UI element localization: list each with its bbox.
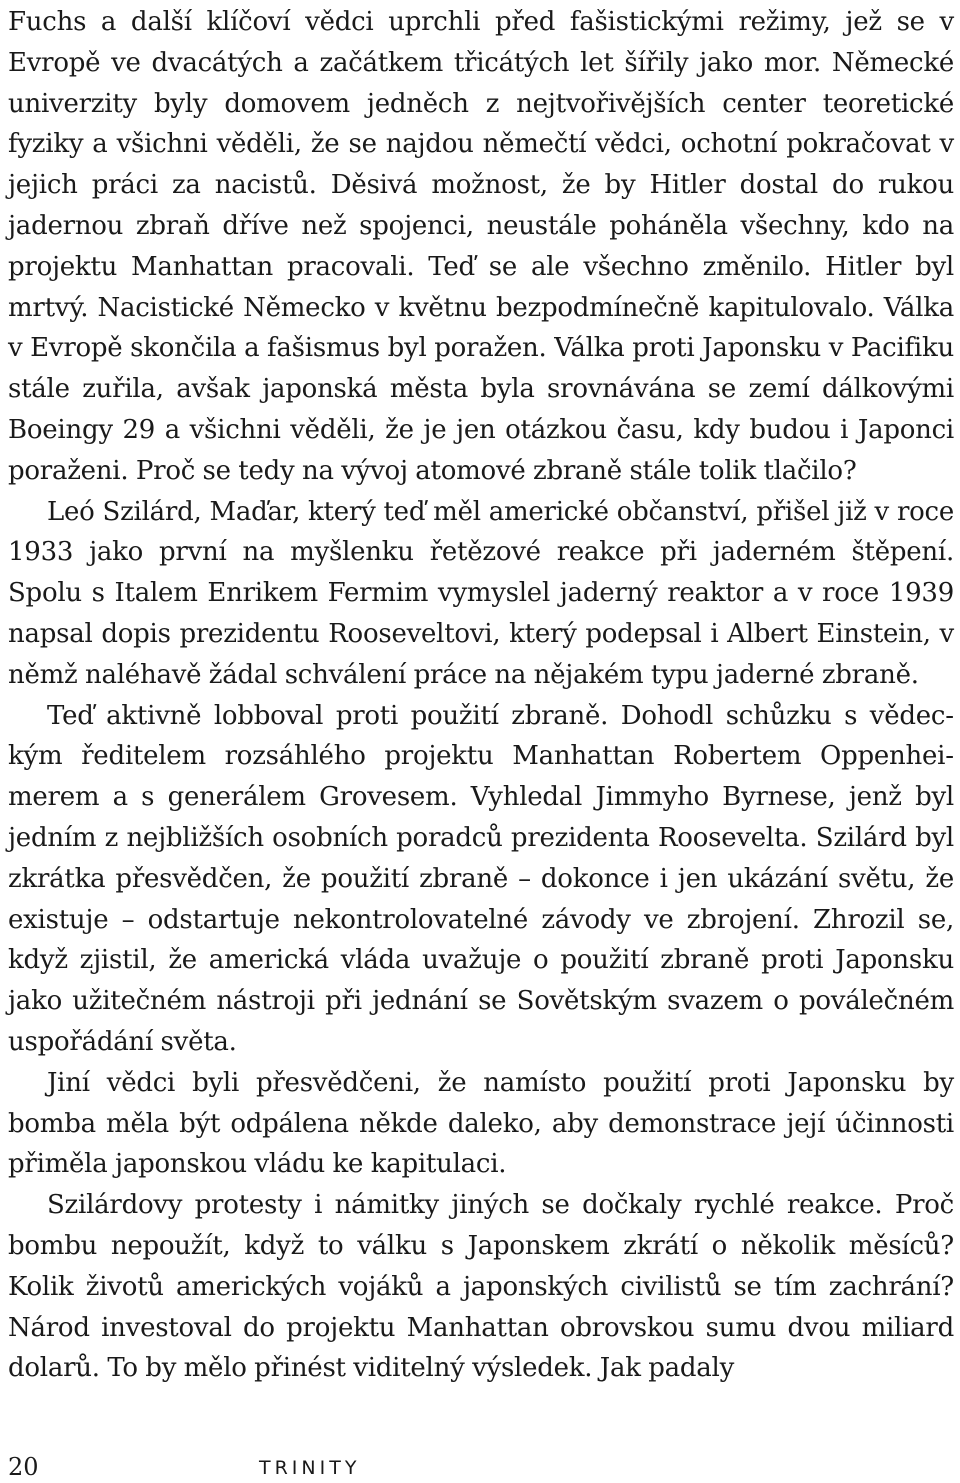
page-footer bbox=[8, 1449, 954, 1483]
running-title: TRINITY bbox=[259, 1457, 361, 1479]
body-text bbox=[8, 2, 954, 1389]
paragraph: Jiní vědci byli přesvědčeni, že namísto použití proti Japonsku by bomba měla být odpálena někde daleko, aby demonstrace její účinnosti přiměla japonskou vládu ke kapitulaci. bbox=[8, 1067, 954, 1180]
paragraph: Fuchs a další klíčoví vědci uprchli před fašistickými režimy, jež se v Evropě ve dvacátých a začátkem třicátých let šířily jako mor. Německé univerzity byly domovem jedněch z nejtvořivějších center teoretické fyziky a všichni věděli, že se najdou němečtí vědci, ochotní pokračovat v jejich práci za nacistů. Děsivá možnost, že by Hitler dostal do rukou jadernou zbraň dříve než spojenci, neustále poháněla všechny, kdo na projektu Manhattan pracovali. Teď se ale všechno změnilo. Hitler byl mrtvý. Nacistické Německo v květnu bezpodmínečně kapitulovalo. Válka v Evropě skončila a fašismus byl poražen. Válka proti Japonsku v Pacifiku stále zuřila, avšak japonská města byla srovnávána se zemí dálkovými Boeingy 29 a všichni věděli, že je jen otázkou času, kdy budou i Japonci poraženi. Proč se tedy na vývoj atomové zbraně stále tolik tlačilo? bbox=[8, 7, 954, 486]
paragraph: Leó Szilárd, Maďar, který teď měl americké občanství, přišel již v roce 1933 jako první na myšlenku řetězové reakce při jaderném štěpení. Spolu s Italem Enrikem Fermim vymyslel jaderný reaktor a v roce 1939 napsal dopis prezidentu Rooseveltovi, který podepsal i Albert Einstein, v němž naléhavě žádal schválení práce na nějakém typu jaderné zbraně. bbox=[8, 496, 954, 690]
page-number: 20 bbox=[8, 1453, 39, 1481]
paragraph: Teď aktivně lobboval proti použití zbraně. Dohodl schůzku s vědeckým ředitelem rozsáhlého projektu Manhattan Robertem Oppenheimerem a s generálem Grovesem. Vyhledal Jimmyho Byrnese, jenž byl jedním z nejbližších osobních poradců prezidenta Roosevelta. Szilárd byl zkrátka přesvědčen, že použití zbraně – dokonce i jen ukázání světu, že existuje – odstartuje nekontrolovatelné závody ve zbrojení. Zhrozil se, když zjistil, že americká vláda uvažuje o použití zbraně proti Japonsku jako užitečném nástroji při jednání se Sovětským svazem o poválečném uspořádání světa. bbox=[8, 700, 954, 1057]
paragraph: Szilárdovy protesty i námitky jiných se dočkaly rychlé reakce. Proč bombu nepoužít, když to válku s Japonskem zkrátí o několik měsíců? Kolik životů amerických vojáků a japonských civilistů se tím zachrání? Národ investoval do projektu Manhattan obrovskou sumu dvou miliard dolarů. To by mělo přinést viditelný výsledek. Jak padaly bbox=[8, 1190, 954, 1384]
